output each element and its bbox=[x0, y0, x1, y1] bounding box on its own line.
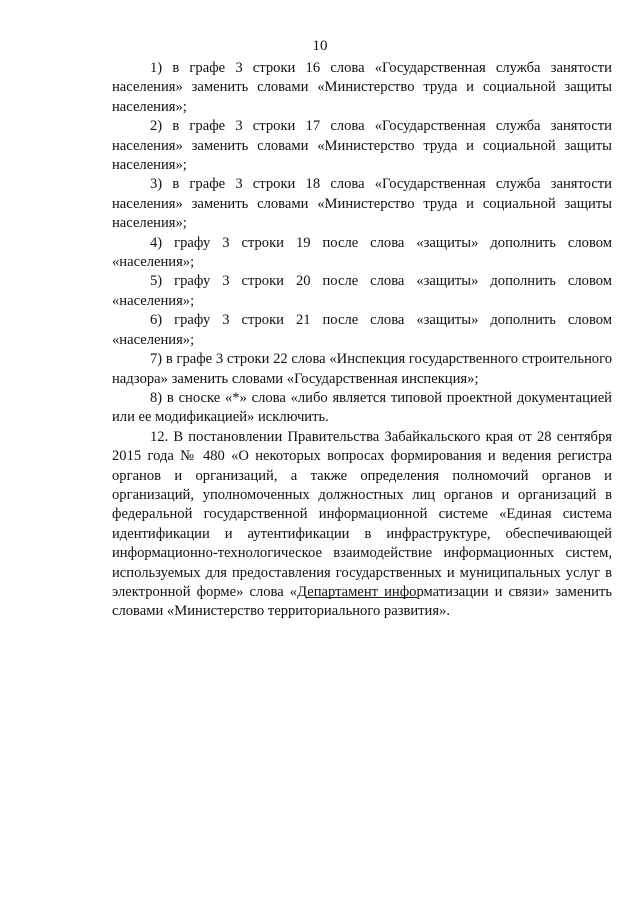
paragraph-item-4: 4) графу 3 строки 19 после слова «защиты» дополнить словом «населения»; bbox=[112, 234, 612, 271]
paragraph-item-7: 7) в графе 3 строки 22 слова «Инспекция государственного строительного надзора» заменить словами «Государственная инспекция»; bbox=[112, 351, 612, 387]
paragraph-item-5: 5) графу 3 строки 20 после слова «защиты» дополнить словом «населения»; bbox=[112, 273, 612, 309]
paragraph-item-2: 2) в графе 3 строки 17 слова «Государственная служба занятости населения» заменить словами «Министерство труда и социальной защиты населения»; bbox=[112, 118, 612, 174]
paragraph-item-6: 6) графу 3 строки 21 после слова «защиты» дополнить словом «населения»; bbox=[112, 312, 612, 348]
paragraph-item-1: 1) в графе 3 строки 16 слова «Государственная служба занятости населения» заменить словами «Министерство труда и социальной защиты населения»; bbox=[112, 60, 612, 115]
page-number: 10 bbox=[312, 38, 328, 54]
paragraph-section-12: 12. В постановлении Правительства Забайкальского края от 28 сентября 2015 года № 480 «О некоторых вопросах формирования и ведения регистра органов и организаций, а также определения полномочий органов и организаций, уполномоченных должностных лиц органов и организаций в федеральной государственной информационной системе «Единая система идентификации и аутентификации в инфраструктуре, обеспечивающей информационно-технологическое взаимодействие информационных систем, используемых для предоставления государственных и муниципальных услуг в электронной форме» слова «Департамент информатизации и связи» заменить словами «Министерство территориального развития». bbox=[112, 428, 612, 620]
paragraph-item-8: 8) в сноске «*» слова «либо является типовой проектной документацией или ее модификацией» исключить. bbox=[112, 389, 612, 426]
paragraph-item-3: 3) в графе 3 строки 18 слова «Государственная служба занятости населения» заменить словами «Министерство труда и социальной защиты населения»; bbox=[112, 176, 612, 232]
document-body bbox=[112, 59, 612, 622]
closing-divider bbox=[305, 597, 417, 598]
